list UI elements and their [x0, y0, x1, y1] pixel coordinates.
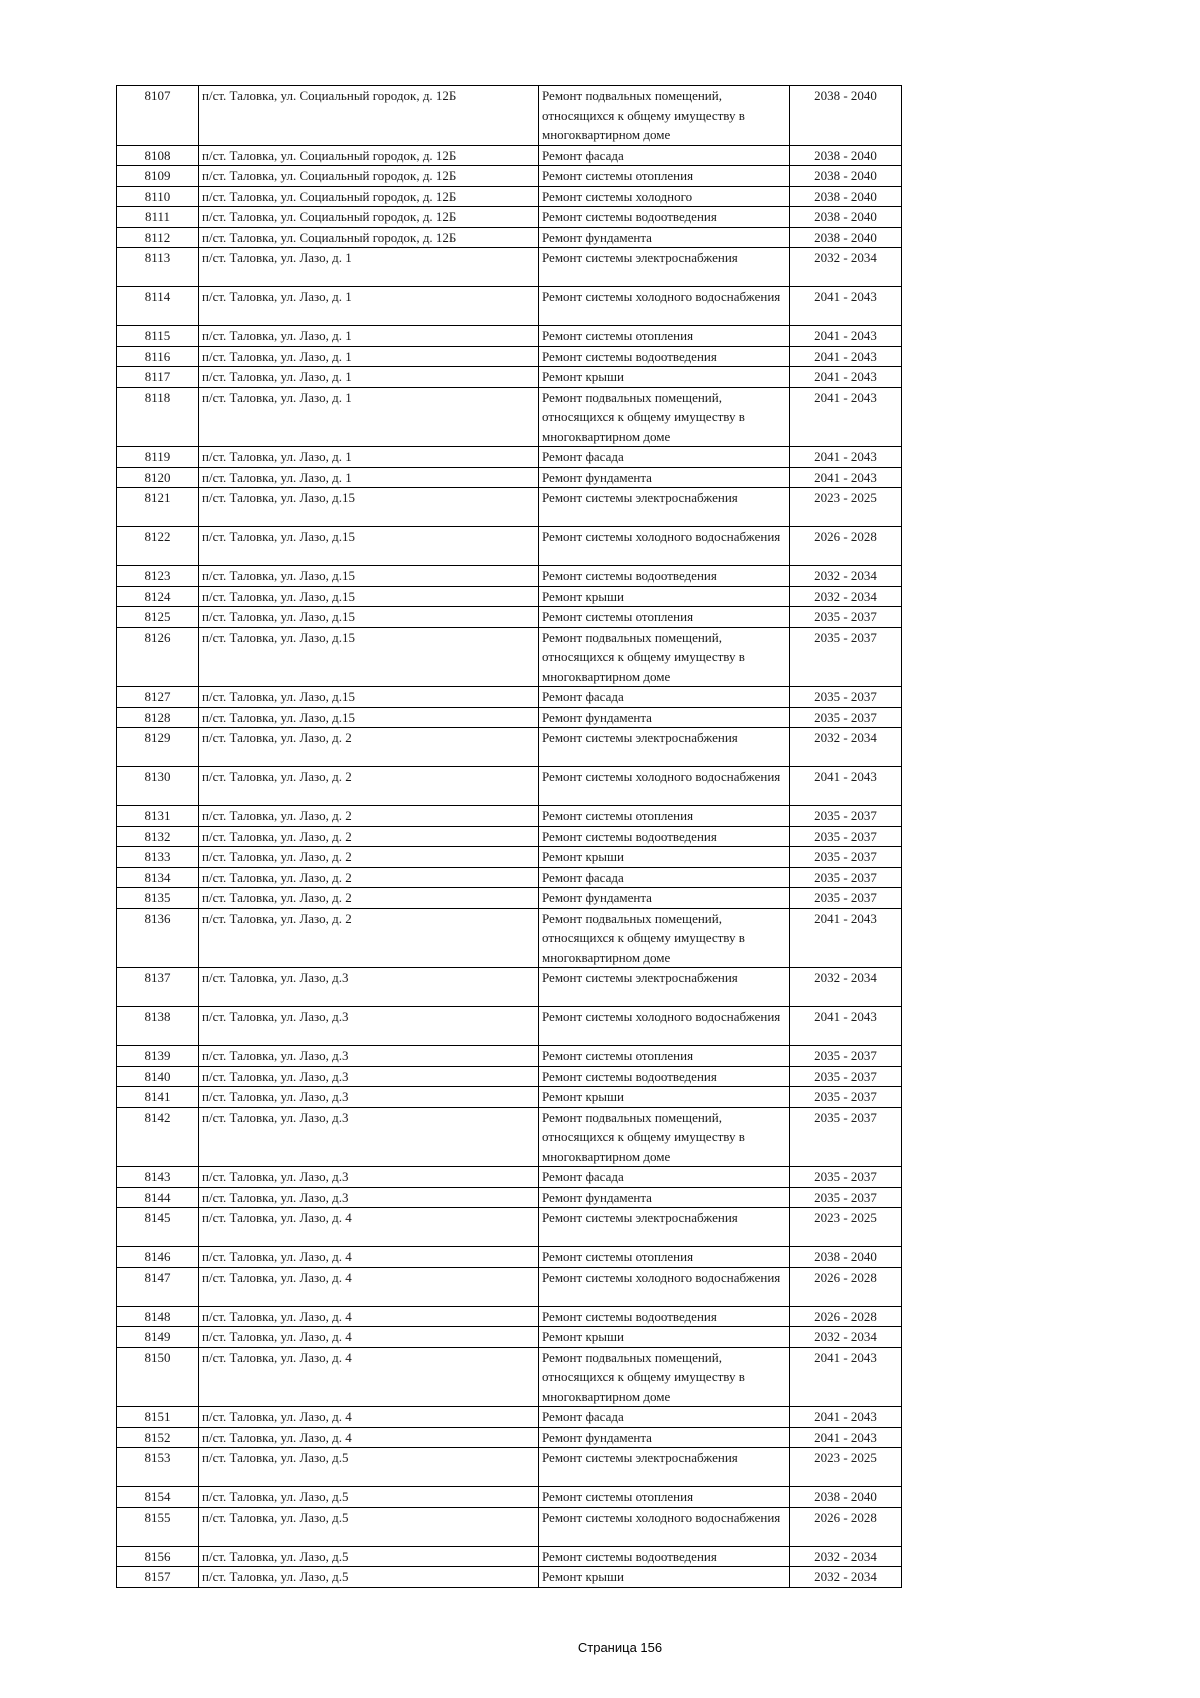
row-work-type: Ремонт системы отопления: [539, 1046, 790, 1067]
table-row: [117, 1187, 902, 1208]
table-row: [117, 447, 902, 468]
row-period: 2038 - 2040: [790, 1247, 902, 1268]
row-period: 2035 - 2037: [790, 687, 902, 708]
row-period: 2038 - 2040: [790, 207, 902, 228]
row-address: п/ст. Таловка, ул. Лазо, д.5: [199, 1507, 539, 1546]
table-row: [117, 1567, 902, 1588]
row-period: 2041 - 2043: [790, 1007, 902, 1046]
table-row: [117, 186, 902, 207]
table-row: [117, 1306, 902, 1327]
row-address: п/ст. Таловка, ул. Лазо, д. 4: [199, 1267, 539, 1306]
row-work-type: Ремонт подвальных помещений, относящихся к общему имуществу в многоквартирном доме: [539, 627, 790, 687]
row-number: 8156: [117, 1546, 199, 1567]
row-address: п/ст. Таловка, ул. Лазо, д. 2: [199, 867, 539, 888]
table-row: [117, 888, 902, 909]
row-address: п/ст. Таловка, ул. Лазо, д.3: [199, 1007, 539, 1046]
row-period: 2041 - 2043: [790, 346, 902, 367]
table-row: [117, 86, 902, 146]
row-work-type: Ремонт крыши: [539, 367, 790, 388]
row-work-type: Ремонт системы электроснабжения: [539, 968, 790, 1007]
row-number: 8137: [117, 968, 199, 1007]
row-address: п/ст. Таловка, ул. Лазо, д. 1: [199, 387, 539, 447]
row-number: 8110: [117, 186, 199, 207]
row-number: 8121: [117, 488, 199, 527]
row-period: 2032 - 2034: [790, 1567, 902, 1588]
row-period: 2041 - 2043: [790, 1427, 902, 1448]
table-row: [117, 1487, 902, 1508]
row-address: п/ст. Таловка, ул. Лазо, д.5: [199, 1546, 539, 1567]
row-work-type: Ремонт крыши: [539, 1087, 790, 1108]
table-row: [117, 248, 902, 287]
row-work-type: Ремонт крыши: [539, 847, 790, 868]
row-work-type: Ремонт системы отопления: [539, 607, 790, 628]
table-row: [117, 1247, 902, 1268]
table-row: [117, 707, 902, 728]
row-number: 8109: [117, 166, 199, 187]
table-row: [117, 227, 902, 248]
row-period: 2032 - 2034: [790, 248, 902, 287]
row-address: п/ст. Таловка, ул. Лазо, д. 2: [199, 728, 539, 767]
table-row: [117, 207, 902, 228]
row-period: 2035 - 2037: [790, 707, 902, 728]
table-row: [117, 867, 902, 888]
row-address: п/ст. Таловка, ул. Лазо, д. 1: [199, 467, 539, 488]
row-address: п/ст. Таловка, ул. Лазо, д. 4: [199, 1208, 539, 1247]
table-row: [117, 145, 902, 166]
row-number: 8111: [117, 207, 199, 228]
row-work-type: Ремонт фундамента: [539, 888, 790, 909]
row-number: 8146: [117, 1247, 199, 1268]
row-period: 2041 - 2043: [790, 387, 902, 447]
row-period: 2041 - 2043: [790, 1407, 902, 1428]
row-address: п/ст. Таловка, ул. Лазо, д. 1: [199, 367, 539, 388]
row-number: 8150: [117, 1347, 199, 1407]
row-period: 2038 - 2040: [790, 86, 902, 146]
row-period: 2032 - 2034: [790, 566, 902, 587]
row-period: 2026 - 2028: [790, 1306, 902, 1327]
row-number: 8128: [117, 707, 199, 728]
row-number: 8139: [117, 1046, 199, 1067]
table-row: [117, 166, 902, 187]
row-address: п/ст. Таловка, ул. Социальный городок, д. 12Б: [199, 186, 539, 207]
row-address: п/ст. Таловка, ул. Социальный городок, д. 12Б: [199, 227, 539, 248]
row-period: 2026 - 2028: [790, 1267, 902, 1306]
table-row: [117, 968, 902, 1007]
row-number: 8147: [117, 1267, 199, 1306]
row-period: 2035 - 2037: [790, 627, 902, 687]
row-work-type: Ремонт системы отопления: [539, 326, 790, 347]
row-address: п/ст. Таловка, ул. Лазо, д.15: [199, 707, 539, 728]
row-work-type: Ремонт крыши: [539, 586, 790, 607]
row-number: 8135: [117, 888, 199, 909]
row-period: 2035 - 2037: [790, 1046, 902, 1067]
row-address: п/ст. Таловка, ул. Лазо, д.3: [199, 1187, 539, 1208]
row-address: п/ст. Таловка, ул. Социальный городок, д. 12Б: [199, 86, 539, 146]
row-address: п/ст. Таловка, ул. Лазо, д.15: [199, 627, 539, 687]
row-address: п/ст. Таловка, ул. Лазо, д. 2: [199, 908, 539, 968]
table-row: [117, 1407, 902, 1428]
table-row: [117, 467, 902, 488]
row-number: 8129: [117, 728, 199, 767]
row-period: 2041 - 2043: [790, 326, 902, 347]
row-work-type: Ремонт системы электроснабжения: [539, 728, 790, 767]
row-period: 2026 - 2028: [790, 1507, 902, 1546]
row-number: 8108: [117, 145, 199, 166]
row-work-type: Ремонт системы электроснабжения: [539, 1208, 790, 1247]
row-work-type: Ремонт подвальных помещений, относящихся к общему имуществу в многоквартирном доме: [539, 387, 790, 447]
row-number: 8130: [117, 767, 199, 806]
row-work-type: Ремонт системы холодного водоснабжения: [539, 1007, 790, 1046]
table-row: [117, 586, 902, 607]
table-row: [117, 326, 902, 347]
row-period: 2035 - 2037: [790, 1066, 902, 1087]
row-work-type: Ремонт системы холодного водоснабжения: [539, 767, 790, 806]
row-period: 2035 - 2037: [790, 1187, 902, 1208]
row-period: 2035 - 2037: [790, 867, 902, 888]
row-number: 8151: [117, 1407, 199, 1428]
table-row: [117, 847, 902, 868]
row-number: 8138: [117, 1007, 199, 1046]
table-row: [117, 1427, 902, 1448]
row-address: п/ст. Таловка, ул. Лазо, д.15: [199, 607, 539, 628]
table-row: [117, 1167, 902, 1188]
row-address: п/ст. Таловка, ул. Лазо, д.15: [199, 566, 539, 587]
row-work-type: Ремонт системы водоотведения: [539, 566, 790, 587]
row-period: 2035 - 2037: [790, 1167, 902, 1188]
table-row: [117, 527, 902, 566]
row-work-type: Ремонт системы водоотведения: [539, 346, 790, 367]
row-work-type: Ремонт системы отопления: [539, 1247, 790, 1268]
row-work-type: Ремонт системы электроснабжения: [539, 1448, 790, 1487]
row-period: 2041 - 2043: [790, 767, 902, 806]
table-row: [117, 287, 902, 326]
table-row: [117, 387, 902, 447]
row-number: 8145: [117, 1208, 199, 1247]
row-number: 8157: [117, 1567, 199, 1588]
row-period: 2038 - 2040: [790, 1487, 902, 1508]
row-number: 8141: [117, 1087, 199, 1108]
table-row: [117, 566, 902, 587]
table-row: [117, 806, 902, 827]
row-address: п/ст. Таловка, ул. Лазо, д.3: [199, 1107, 539, 1167]
row-period: 2023 - 2025: [790, 1448, 902, 1487]
row-work-type: Ремонт крыши: [539, 1567, 790, 1588]
row-address: п/ст. Таловка, ул. Лазо, д. 4: [199, 1306, 539, 1327]
row-work-type: Ремонт системы электроснабжения: [539, 248, 790, 287]
row-number: 8115: [117, 326, 199, 347]
table-row: [117, 1448, 902, 1487]
row-number: 8154: [117, 1487, 199, 1508]
row-number: 8107: [117, 86, 199, 146]
table-row: [117, 488, 902, 527]
row-period: 2041 - 2043: [790, 908, 902, 968]
row-period: 2032 - 2034: [790, 968, 902, 1007]
row-address: п/ст. Таловка, ул. Лазо, д. 1: [199, 248, 539, 287]
table-row: [117, 1107, 902, 1167]
row-address: п/ст. Таловка, ул. Лазо, д. 4: [199, 1427, 539, 1448]
row-work-type: Ремонт крыши: [539, 1327, 790, 1348]
row-work-type: Ремонт системы холодного водоснабжения: [539, 1267, 790, 1306]
row-work-type: Ремонт подвальных помещений, относящихся к общему имуществу в многоквартирном доме: [539, 1347, 790, 1407]
row-period: 2032 - 2034: [790, 1546, 902, 1567]
row-address: п/ст. Таловка, ул. Лазо, д. 4: [199, 1407, 539, 1428]
row-number: 8112: [117, 227, 199, 248]
row-number: 8148: [117, 1306, 199, 1327]
row-number: 8127: [117, 687, 199, 708]
table-row: [117, 367, 902, 388]
row-address: п/ст. Таловка, ул. Лазо, д. 4: [199, 1327, 539, 1348]
row-number: 8153: [117, 1448, 199, 1487]
row-number: 8149: [117, 1327, 199, 1348]
row-address: п/ст. Таловка, ул. Лазо, д.15: [199, 586, 539, 607]
row-period: 2041 - 2043: [790, 367, 902, 388]
row-period: 2035 - 2037: [790, 888, 902, 909]
row-number: 8132: [117, 826, 199, 847]
row-work-type: Ремонт подвальных помещений, относящихся к общему имуществу в многоквартирном доме: [539, 86, 790, 146]
row-work-type: Ремонт фасада: [539, 867, 790, 888]
row-number: 8144: [117, 1187, 199, 1208]
row-address: п/ст. Таловка, ул. Лазо, д. 2: [199, 847, 539, 868]
row-period: 2035 - 2037: [790, 826, 902, 847]
row-address: п/ст. Таловка, ул. Социальный городок, д. 12Б: [199, 145, 539, 166]
row-work-type: Ремонт системы отопления: [539, 806, 790, 827]
row-period: 2035 - 2037: [790, 607, 902, 628]
table-row: [117, 1507, 902, 1546]
table-row: [117, 826, 902, 847]
row-work-type: Ремонт системы холодного: [539, 186, 790, 207]
row-period: 2038 - 2040: [790, 227, 902, 248]
table-row: [117, 346, 902, 367]
row-number: 8131: [117, 806, 199, 827]
row-number: 8123: [117, 566, 199, 587]
row-address: п/ст. Таловка, ул. Лазо, д. 1: [199, 287, 539, 326]
page-number: Страница 156: [577, 1640, 663, 1655]
row-number: 8113: [117, 248, 199, 287]
row-work-type: Ремонт системы отопления: [539, 166, 790, 187]
row-address: п/ст. Таловка, ул. Лазо, д.3: [199, 1087, 539, 1108]
row-work-type: Ремонт фасада: [539, 1167, 790, 1188]
row-period: 2032 - 2034: [790, 728, 902, 767]
row-work-type: Ремонт фундамента: [539, 467, 790, 488]
row-address: п/ст. Таловка, ул. Лазо, д.5: [199, 1487, 539, 1508]
row-number: 8140: [117, 1066, 199, 1087]
table-row: [117, 1007, 902, 1046]
row-period: 2041 - 2043: [790, 467, 902, 488]
table-row: [117, 1546, 902, 1567]
row-number: 8118: [117, 387, 199, 447]
table-row: [117, 627, 902, 687]
table-row: [117, 1046, 902, 1067]
row-period: 2041 - 2043: [790, 287, 902, 326]
table-row: [117, 728, 902, 767]
row-number: 8117: [117, 367, 199, 388]
row-period: 2038 - 2040: [790, 145, 902, 166]
row-number: 8126: [117, 627, 199, 687]
table-row: [117, 908, 902, 968]
row-work-type: Ремонт системы холодного водоснабжения: [539, 287, 790, 326]
row-work-type: Ремонт системы холодного водоснабжения: [539, 1507, 790, 1546]
row-number: 8143: [117, 1167, 199, 1188]
table-row: [117, 687, 902, 708]
row-period: 2023 - 2025: [790, 488, 902, 527]
row-address: п/ст. Таловка, ул. Лазо, д. 4: [199, 1247, 539, 1268]
row-address: п/ст. Таловка, ул. Лазо, д. 2: [199, 806, 539, 827]
row-work-type: Ремонт фасада: [539, 145, 790, 166]
table-row: [117, 1327, 902, 1348]
table-row: [117, 1066, 902, 1087]
row-work-type: Ремонт подвальных помещений, относящихся к общему имуществу в многоквартирном доме: [539, 908, 790, 968]
row-work-type: Ремонт фундамента: [539, 227, 790, 248]
row-work-type: Ремонт системы водоотведения: [539, 1306, 790, 1327]
row-period: 2035 - 2037: [790, 1087, 902, 1108]
row-address: п/ст. Таловка, ул. Лазо, д. 1: [199, 326, 539, 347]
table-row: [117, 1208, 902, 1247]
row-address: п/ст. Таловка, ул. Лазо, д.5: [199, 1567, 539, 1588]
row-work-type: Ремонт фасада: [539, 1407, 790, 1428]
table-row: [117, 607, 902, 628]
row-address: п/ст. Таловка, ул. Лазо, д.15: [199, 687, 539, 708]
row-address: п/ст. Таловка, ул. Лазо, д. 2: [199, 888, 539, 909]
row-period: 2032 - 2034: [790, 1327, 902, 1348]
table-row: [117, 767, 902, 806]
row-number: 8155: [117, 1507, 199, 1546]
row-period: 2026 - 2028: [790, 527, 902, 566]
row-period: 2038 - 2040: [790, 186, 902, 207]
row-work-type: Ремонт фундамента: [539, 1187, 790, 1208]
row-work-type: Ремонт системы холодного водоснабжения: [539, 527, 790, 566]
capital-repair-table: [116, 85, 902, 1588]
row-work-type: Ремонт фундамента: [539, 1427, 790, 1448]
row-address: п/ст. Таловка, ул. Лазо, д.3: [199, 968, 539, 1007]
row-address: п/ст. Таловка, ул. Лазо, д.5: [199, 1448, 539, 1487]
row-period: 2038 - 2040: [790, 166, 902, 187]
row-number: 8142: [117, 1107, 199, 1167]
row-number: 8124: [117, 586, 199, 607]
row-number: 8136: [117, 908, 199, 968]
row-address: п/ст. Таловка, ул. Лазо, д. 1: [199, 346, 539, 367]
row-address: п/ст. Таловка, ул. Лазо, д.15: [199, 488, 539, 527]
row-work-type: Ремонт системы водоотведения: [539, 1546, 790, 1567]
row-work-type: Ремонт системы водоотведения: [539, 207, 790, 228]
row-work-type: Ремонт системы отопления: [539, 1487, 790, 1508]
row-period: 2035 - 2037: [790, 806, 902, 827]
row-work-type: Ремонт подвальных помещений, относящихся к общему имуществу в многоквартирном доме: [539, 1107, 790, 1167]
row-address: п/ст. Таловка, ул. Лазо, д.15: [199, 527, 539, 566]
row-work-type: Ремонт системы водоотведения: [539, 826, 790, 847]
row-number: 8152: [117, 1427, 199, 1448]
row-work-type: Ремонт системы электроснабжения: [539, 488, 790, 527]
row-number: 8133: [117, 847, 199, 868]
row-address: п/ст. Таловка, ул. Социальный городок, д. 12Б: [199, 166, 539, 187]
row-address: п/ст. Таловка, ул. Лазо, д. 2: [199, 826, 539, 847]
row-work-type: Ремонт системы водоотведения: [539, 1066, 790, 1087]
row-work-type: Ремонт фасада: [539, 447, 790, 468]
row-number: 8116: [117, 346, 199, 367]
row-period: 2041 - 2043: [790, 1347, 902, 1407]
row-address: п/ст. Таловка, ул. Лазо, д. 1: [199, 447, 539, 468]
row-address: п/ст. Таловка, ул. Социальный городок, д. 12Б: [199, 207, 539, 228]
row-work-type: Ремонт фундамента: [539, 707, 790, 728]
table-row: [117, 1347, 902, 1407]
table-row: [117, 1267, 902, 1306]
row-period: 2035 - 2037: [790, 847, 902, 868]
row-period: 2041 - 2043: [790, 447, 902, 468]
row-period: 2023 - 2025: [790, 1208, 902, 1247]
row-address: п/ст. Таловка, ул. Лазо, д.3: [199, 1046, 539, 1067]
table-row: [117, 1087, 902, 1108]
row-number: 8134: [117, 867, 199, 888]
row-number: 8122: [117, 527, 199, 566]
row-number: 8120: [117, 467, 199, 488]
row-number: 8125: [117, 607, 199, 628]
row-period: 2035 - 2037: [790, 1107, 902, 1167]
row-period: 2032 - 2034: [790, 586, 902, 607]
row-number: 8114: [117, 287, 199, 326]
row-number: 8119: [117, 447, 199, 468]
row-address: п/ст. Таловка, ул. Лазо, д. 2: [199, 767, 539, 806]
table-body: [117, 86, 902, 1588]
row-address: п/ст. Таловка, ул. Лазо, д.3: [199, 1066, 539, 1087]
row-work-type: Ремонт фасада: [539, 687, 790, 708]
row-address: п/ст. Таловка, ул. Лазо, д.3: [199, 1167, 539, 1188]
row-address: п/ст. Таловка, ул. Лазо, д. 4: [199, 1347, 539, 1407]
